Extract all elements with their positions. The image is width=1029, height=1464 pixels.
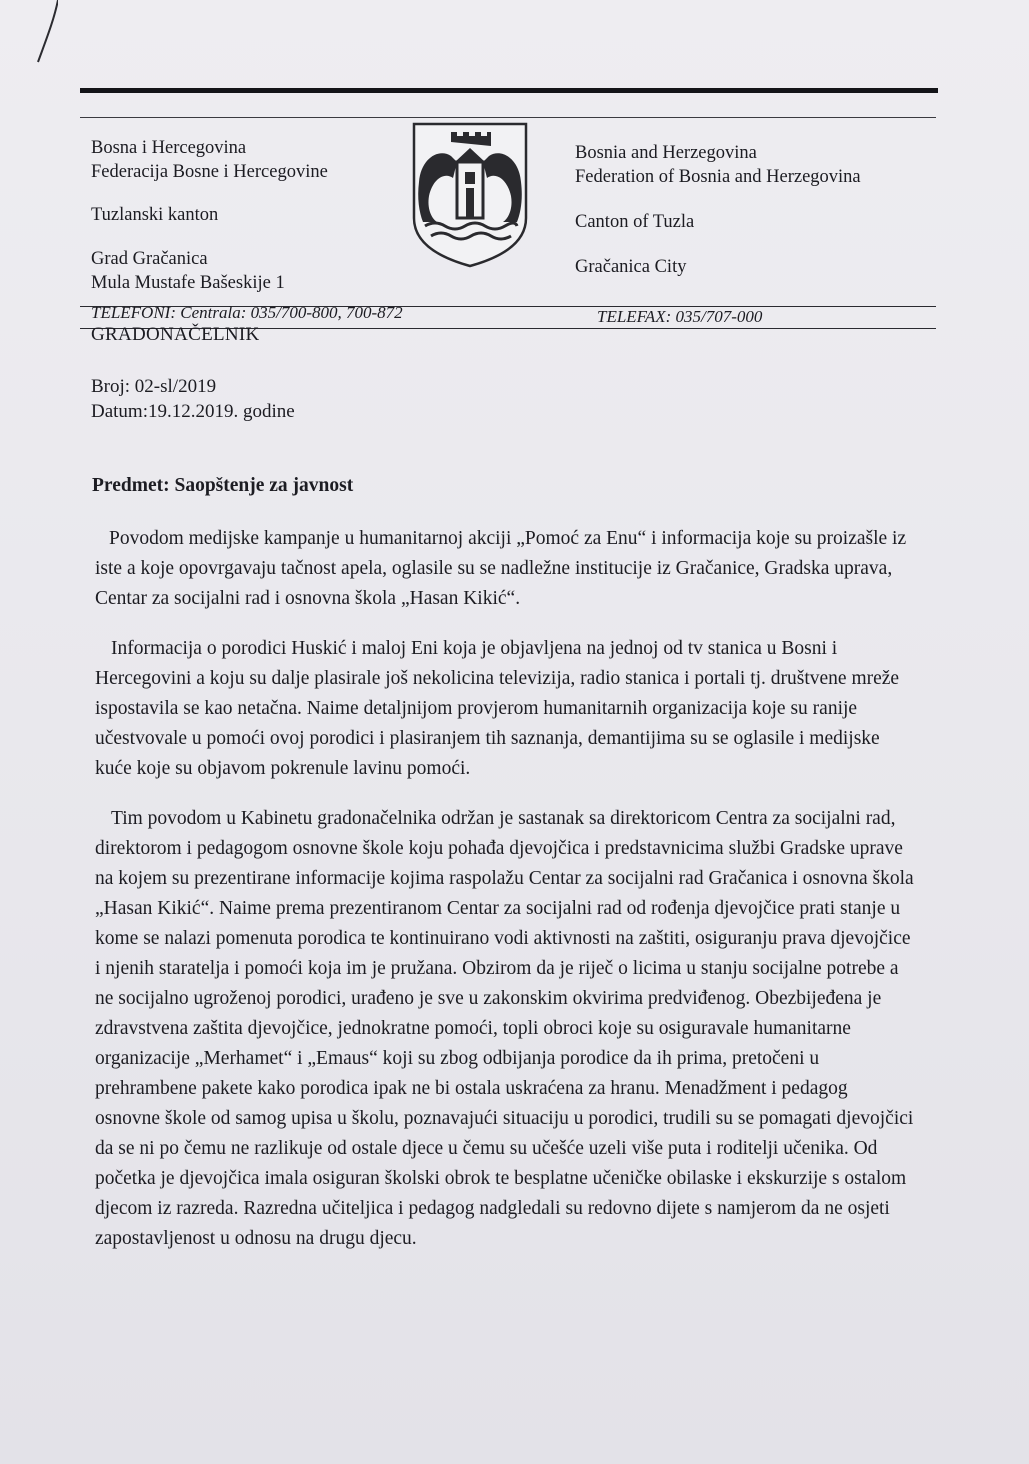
letterhead-top-rule [80,88,938,93]
federation-local: Federacija Bosne i Hercegovine [91,162,328,182]
document-date: Datum:19.12.2019. godine [91,401,295,422]
gracanica-coat-of-arms-icon [411,122,529,268]
address-local: Mula Mustafe Bašeskije 1 [91,273,285,293]
body-paragraph: Povodom medijske kampanje u humanitarnoj akciji „Pomoć za Enu“ i informacija koje su proizašle iz iste a koje opovrgavaju tačnost apela, oglasile su se nadležne institucije iz Gračanice, Gradska uprava, Centar za socijalni rad i osnovna škola „Hasan Kikić“. [95,528,907,609]
subject-heading: Predmet: Saopštenje za javnost [92,475,354,496]
country-local: Bosna i Hercegovina [91,138,247,158]
canton-local: Tuzlanski kanton [91,205,219,225]
document-meta [91,374,295,424]
telephone-numbers: TELEFONI: Centrala: 035/700-800, 700-872 [91,303,403,322]
telefax-number: TELEFAX: 035/707-000 [597,307,763,326]
reference-number: Broj: 02-sl/2019 [91,376,217,397]
letterhead-left-block [91,136,328,295]
body-paragraph: Informacija o porodici Huskić i maloj Eni koja je objavljena na jednoj od tv stanica u Bosni i Hercegovini a koju su dalje plasirale još nekolicina televizija, radio stanica i portali tj. društvene mreže ispostavila se kao netačna. Naime detaljnijom provjerom humanitarnih organizacija koje su ranije učestvovale u pomoći ovoj porodici i plasiranjem tih saznanja, demantijima su se oglasile i medijske kuće koje su objavom pokrenule lavinu pomoći. [95,638,900,779]
federation-english: Federation of Bosnia and Herzegovina [575,167,861,187]
pen-stroke-mark [18,0,58,70]
city-local: Grad Gračanica [91,249,208,269]
letter-body [95,524,915,1274]
canton-english: Canton of Tuzla [575,212,695,232]
country-english: Bosnia and Herzegovina [575,143,757,163]
letterhead-right-block [575,141,861,279]
body-paragraph: Tim povodom u Kabinetu gradonačelnika održan je sastanak sa direktoricom Centra za socijalni rad, direktorom i pedagogom osnovne škole koju pohađa djevojčica i predstavnicima službi Gradske uprave na kojem su prezentirane informacije kojima raspolažu Centar za socijalni rad Gračanica i osnovna škola „Hasan Kikić“. Naime prema prezentiranom Centar za socijalni rad od rođenja djevojčice prati stanje u kome se nalazi pomenuta porodica te kontinuirano vodi aktivnosti na zaštiti, osiguranju prava djevojčice i njenih staratelja i pomoći koja im je pružana. Obzirom da je riječ o licima u stanju socijalne potrebe a ne socijalno ugroženoj porodici, urađeno je sve u zakonskim okvirima predviđenog. Obezbijeđena je zdravstvena zaštita djevojčice, jednokratne pomoći, topli obroci koje su osiguravale humanitarne organizacije „Merhamet“ i „Emaus“ koji su zbog odbijanja porodice da ih prima, pretočeni u prehrambene pakete kako porodica ipak ne bi ostala uskraćena za hranu. Menadžment i pedagog osnovne škole od samog upisa u školu, poznavajući situaciju u porodici, trudili su se pomagati djevojčici da se ni po čemu ne razlikuje od ostale djece u čemu su učešće uzeli više puta i roditelji učenika. Od početka je djevojčica imala osiguran školski obrok te besplatne učeničke obilaske i ekskurzije s ostalom djecom iz razreda. Razredna učiteljica i pedagog nadgledali su redovno dijete s namjerom da ne osjeti zapostavljenost u odnosu na drugu djecu. [95,808,914,1249]
letterhead-thin-rule [80,117,936,118]
city-english: Gračanica City [575,257,687,277]
office-title: GRADONAČELNIK [91,324,260,345]
